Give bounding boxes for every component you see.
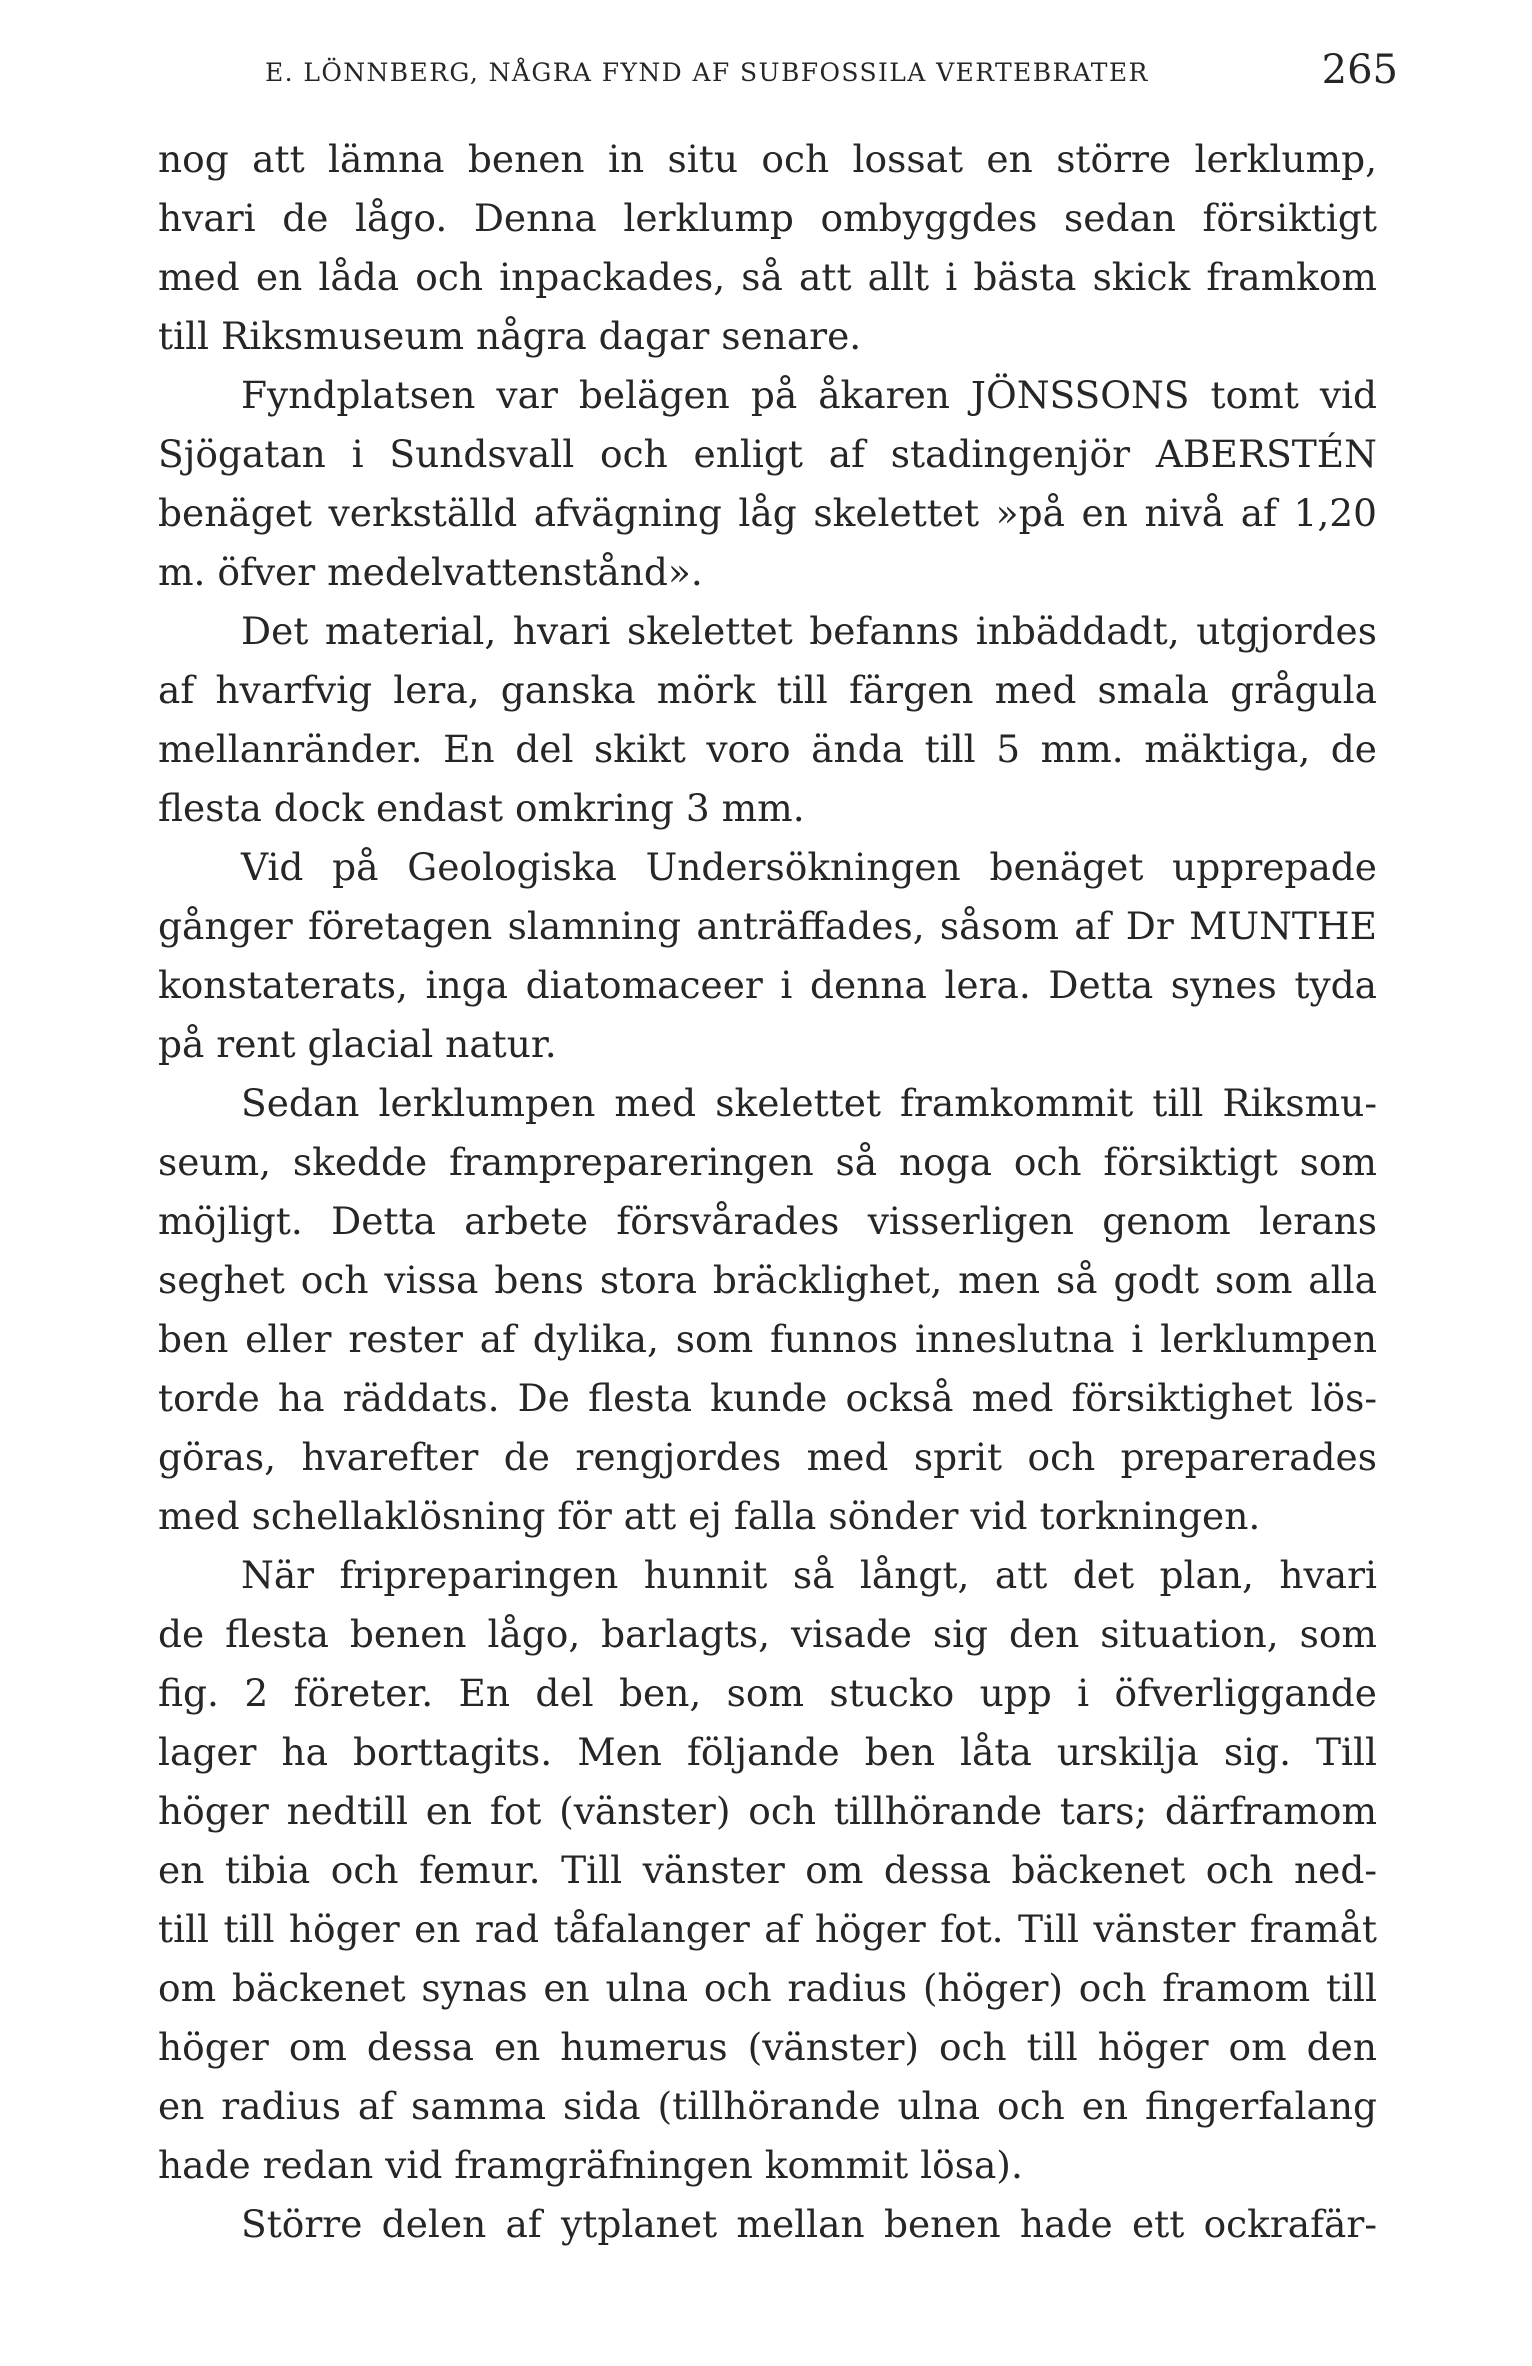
text-line: gånger företagen slamning anträffades, såsom af Dr MUNTHE [158, 904, 1377, 948]
text-line: hvari de lågo. Denna lerklump ombyggdes sedan försiktigt [158, 196, 1377, 240]
text-line: möjligt. Detta arbete försvårades visserligen genom lerans [158, 1199, 1377, 1243]
text-line: hade redan vid framgräfningen kommit lösa). [158, 2143, 1023, 2187]
text-line: Sjögatan i Sundsvall och enligt af stadingenjör ABERSTÉN [158, 432, 1377, 476]
text-line: till till höger en rad tåfalanger af höger fot. Till vänster framåt [158, 1907, 1377, 1951]
text-line: torde ha räddats. De flesta kunde också med försiktighet lös- [158, 1376, 1377, 1420]
text-line: af hvarfvig lera, ganska mörk till färgen med smala grågula [158, 668, 1377, 712]
text-line: mellanränder. En del skikt voro ända till 5 mm. mäktiga, de [158, 727, 1377, 771]
text-line: lager ha borttagits. Men följande ben låta urskilja sig. Till [158, 1730, 1377, 1774]
running-header [265, 47, 1398, 118]
text-line: på rent glacial natur. [158, 1022, 557, 1066]
text-line: m. öfver medelvattenstånd». [158, 550, 703, 594]
text-line: höger nedtill en fot (vänster) och tillhörande tars; därframom [158, 1789, 1377, 1833]
text-line: med en låda och inpackades, så att allt i bästa skick framkom [158, 255, 1377, 299]
text-line: Fyndplatsen var belägen på åkaren JÖNSSONS tomt vid [241, 373, 1377, 417]
text-line: ben eller rester af dylika, som funnos inneslutna i lerklumpen [158, 1317, 1377, 1361]
text-line: konstaterats, inga diatomaceer i denna lera. Detta synes tyda [158, 963, 1377, 1007]
text-line: en radius af samma sida (tillhörande ulna och en fingerfalang [158, 2084, 1377, 2128]
text-line: höger om dessa en humerus (vänster) och till höger om den [158, 2025, 1377, 2069]
text-line: flesta dock endast omkring 3 mm. [158, 786, 805, 830]
body-text [158, 130, 1377, 2254]
text-line: fig. 2 företer. En del ben, som stucko upp i öfverliggande [158, 1671, 1377, 1715]
text-line: Det material, hvari skelettet befanns inbäddadt, utgjordes [241, 609, 1377, 653]
running-title: E. LÖNNBERG, NÅGRA FYND AF SUBFOSSILA VERTEBRATER [265, 58, 1149, 87]
text-line: de flesta benen lågo, barlagts, visade sig den situation, som [158, 1612, 1377, 1656]
text-line: Vid på Geologiska Undersökningen benäget upprepade [241, 845, 1377, 889]
text-line: med schellaklösning för att ej falla sönder vid torkningen. [158, 1494, 1261, 1538]
text-line: benäget verkställd afvägning låg skelettet »på en nivå af 1,20 [158, 491, 1377, 535]
text-line: göras, hvarefter de rengjordes med sprit och preparerades [158, 1435, 1377, 1479]
text-line: seum, skedde framprepareringen så noga och försiktigt som [158, 1140, 1377, 1184]
page-number: 265 [1321, 47, 1398, 93]
text-line: Sedan lerklumpen med skelettet framkommit till Riksmu- [241, 1081, 1377, 1125]
text-line: seghet och vissa bens stora bräcklighet, men så godt som alla [158, 1258, 1377, 1302]
text-line: om bäckenet synas en ulna och radius (höger) och framom till [158, 1966, 1377, 2010]
text-line: till Riksmuseum några dagar senare. [158, 314, 862, 358]
text-line: en tibia och femur. Till vänster om dessa bäckenet och ned- [158, 1848, 1377, 1892]
text-line: nog att lämna benen in situ och lossat en större lerklump, [158, 137, 1377, 181]
text-line: Större delen af ytplanet mellan benen hade ett ockrafär- [241, 2202, 1377, 2246]
text-line: När fripreparingen hunnit så långt, att det plan, hvari [241, 1553, 1377, 1597]
